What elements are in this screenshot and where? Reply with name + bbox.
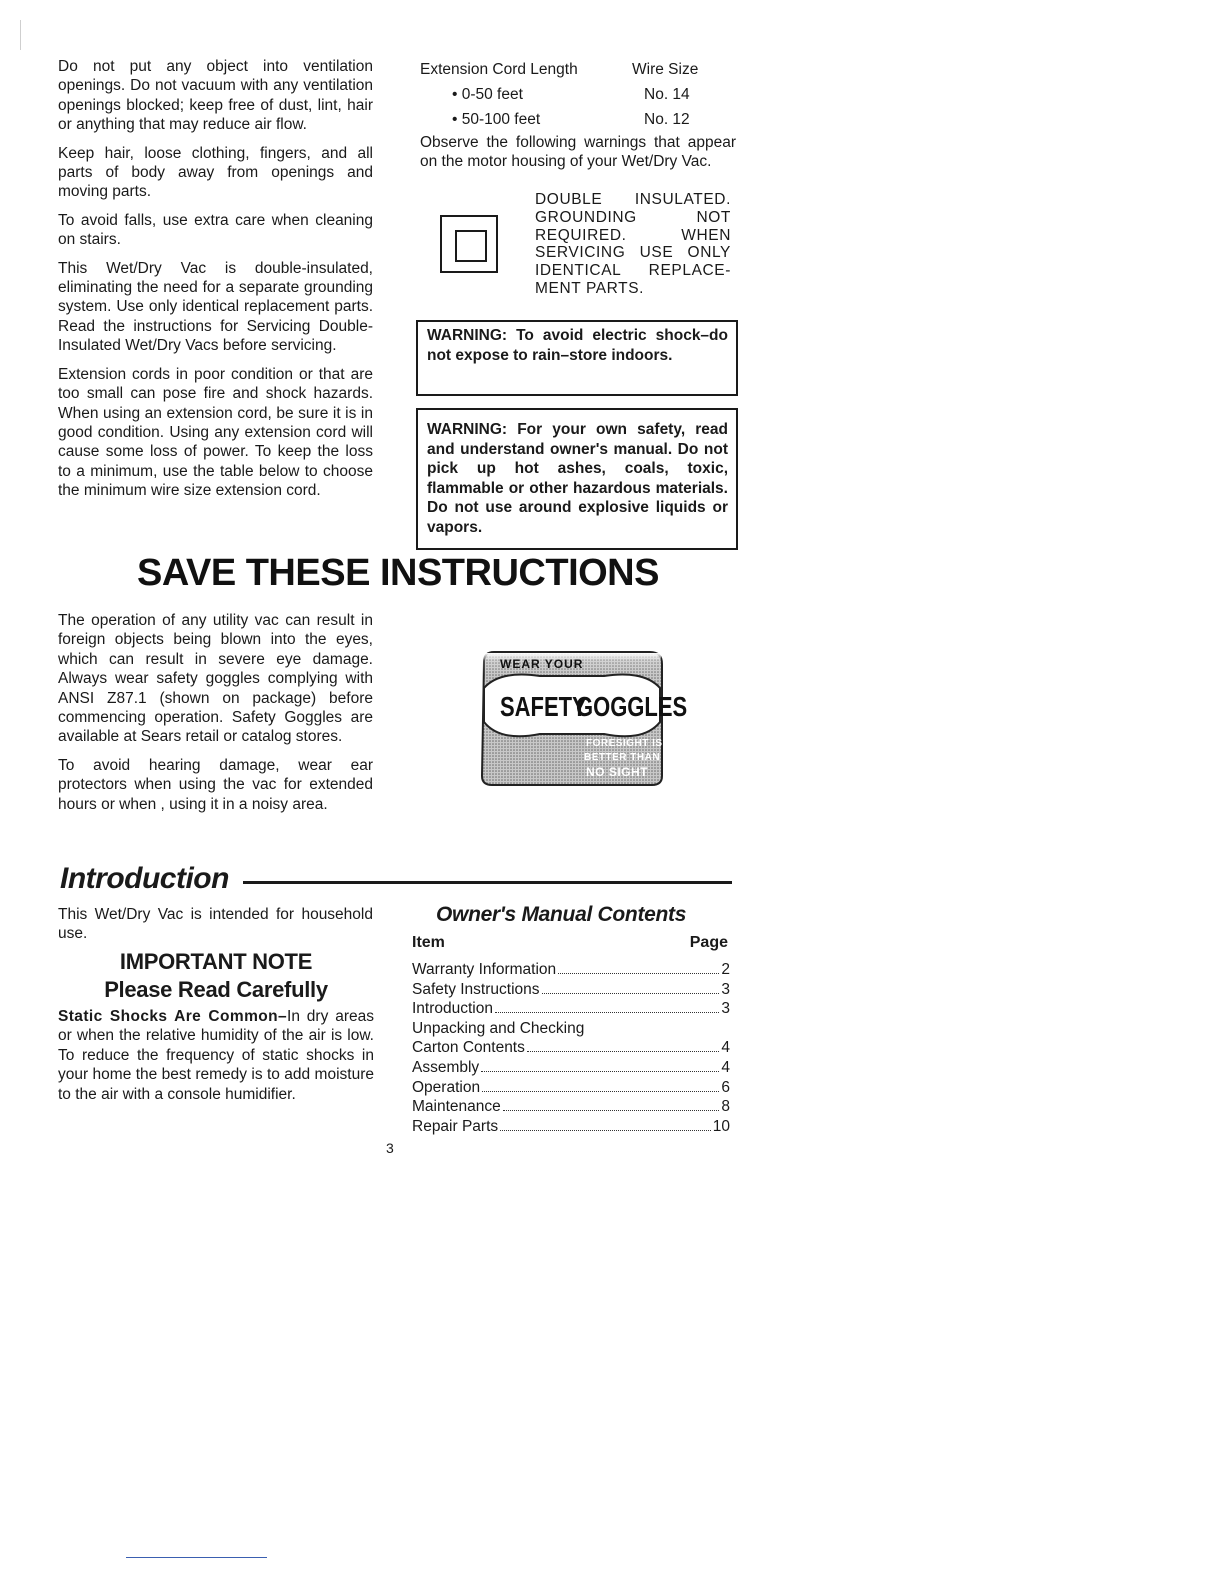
list-item: [412, 1019, 730, 1039]
table-row: [420, 107, 740, 132]
static-shocks-paragraph: [58, 1007, 374, 1104]
static-shocks-text: In dry areas or when the relative humidity of the air is low. To reduce the frequency of static shocks in your home the best remedy is to add moisture to the air with a console humidifier.: [58, 1008, 374, 1103]
safety-goggles-badge: [480, 650, 688, 787]
toc-label: Warranty Information: [412, 961, 557, 978]
paragraph-eye-protection: The operation of any utility vac can result in foreign objects being blown into the eyes, which can result in severe eye damage. Always wear safety goggles complying with ANSI Z87.1 (shown on package) before commencing operation. Safety Goggles are available at Sears retail or catalog stores.: [58, 612, 373, 746]
table-header-row: [420, 57, 740, 82]
paragraph-stairs: To avoid falls, use extra care when cleaning on stairs.: [58, 211, 373, 249]
page-number: 3: [386, 1140, 394, 1156]
double-insulated-icon: [440, 215, 498, 273]
badge-wear-your: WEAR YOUR: [500, 657, 584, 671]
toc-col-page: Page: [689, 934, 728, 951]
badge-foresight-line2: BETTER THAN: [584, 752, 661, 763]
introduction-rule: [243, 881, 732, 884]
toc-header: [412, 934, 728, 952]
toc-page: 4: [721, 1039, 730, 1057]
paragraph-hearing-protection: To avoid hearing damage, wear ear protectors when using the vac for extended hours or when , using it in a noisy area.: [58, 756, 373, 813]
cord-length-cell: • 0-50 feet: [452, 86, 523, 103]
bottom-rule: [126, 1557, 267, 1558]
paragraph-ventilation: Do not put any object into ventilation openings. Do not vacuum with any ventilation openings blocked; keep free of dust, lint, hair or anything that may reduce air flow.: [58, 58, 373, 134]
wire-size-cell: No. 12: [644, 111, 690, 128]
toc-label: Assembly: [412, 1058, 480, 1076]
paragraph-double-insulated: This Wet/Dry Vac is double-insulated, eliminating the need for a separate grounding system. Use only identical replacement parts. Read the instructions for Servicing Double-Insulated Wet/Dry Vacs before servicing.: [58, 259, 373, 355]
toc-list: [412, 960, 730, 1136]
introduction-heading: Introduction: [60, 862, 229, 895]
toc-page: 8: [721, 1098, 730, 1116]
toc-page: 3: [721, 980, 730, 998]
badge-foresight-line1: FORESIGHT IS: [586, 738, 663, 749]
toc-label: Unpacking and Checking: [412, 1019, 585, 1037]
scan-edge-mark: [20, 20, 21, 50]
warning-box-owners-manual: WARNING: For your own safety, read and understand owner's manual. Do not pick up hot ashes, coals, toxic, flammable or other hazardous materials. Do not use around explosive liquids or vapors.: [416, 408, 738, 550]
list-item: [412, 1038, 730, 1058]
header-wire-size: Wire Size: [632, 61, 699, 78]
list-item: [412, 1078, 730, 1098]
toc-label: Carton Contents: [412, 1039, 525, 1057]
paragraph-moving-parts: Keep hair, loose clothing, fingers, and all parts of body away from openings and moving parts.: [58, 144, 373, 201]
important-note: [58, 948, 374, 1004]
toc-label: Repair Parts: [412, 1117, 499, 1135]
introduction-text: This Wet/Dry Vac is intended for household use.: [58, 906, 373, 943]
list-item: [412, 999, 730, 1019]
badge-foresight-line3: NO SIGHT: [586, 765, 649, 779]
toc-page: 3: [721, 1000, 730, 1018]
toc-page: 2: [721, 961, 730, 978]
static-shocks-lead: Static Shocks Are Common–: [58, 1008, 288, 1025]
list-item: [412, 980, 730, 1000]
badge-word-goggles: GOGGLES: [576, 691, 688, 723]
cord-length-cell: • 50-100 feet: [452, 111, 541, 128]
left-column-safety-rules: [58, 57, 373, 510]
toc-page: 6: [721, 1078, 730, 1096]
toc-label: Operation: [412, 1078, 481, 1096]
toc-page: 4: [721, 1058, 730, 1076]
important-note-title: IMPORTANT NOTE: [119, 949, 313, 974]
safety-goggles-section: [58, 611, 373, 823]
list-item: [412, 1058, 730, 1078]
toc-title: Owner's Manual Contents: [436, 903, 687, 926]
paragraph-extension-cords: Extension cords in poor condition or that are too small can pose fire and shock hazards. When using an extension cord, be sure it is in good condition. Using any extension cord will cause some loss of power. To keep the loss to a minimum, use the table below to choose the minimum wire size extension cord.: [58, 365, 373, 500]
toc-page: 10: [712, 1117, 730, 1135]
important-note-subtitle: Please Read Carefully: [104, 977, 328, 1002]
warning-box-electric-shock: WARNING: To avoid electric shock–do not expose to rain–store indoors.: [416, 320, 738, 396]
toc-col-item: Item: [412, 934, 445, 951]
list-item: [412, 960, 730, 980]
toc-label: Introduction: [412, 1000, 493, 1018]
wire-size-cell: No. 14: [644, 86, 690, 103]
toc-label: Safety Instructions: [412, 980, 540, 998]
extension-cord-table: [420, 57, 740, 132]
table-row: [420, 82, 740, 107]
list-item: [412, 1097, 730, 1117]
observe-warnings-text: Observe the following warnings that appear on the motor housing of your Wet/Dry Vac.: [420, 134, 736, 171]
double-insulated-label: DOUBLE INSULATED. GROUNDING NOT REQUIRED. WHEN SERVICING USE ONLY IDENTICAL REPLACE-MENT PARTS.: [535, 191, 731, 297]
badge-word-safety: SAFETY: [500, 691, 587, 723]
save-instructions-heading: SAVE THESE INSTRUCTIONS: [137, 552, 659, 594]
header-cord-length: Extension Cord Length: [420, 61, 578, 78]
list-item: [412, 1117, 730, 1137]
toc-label: Maintenance: [412, 1098, 501, 1116]
